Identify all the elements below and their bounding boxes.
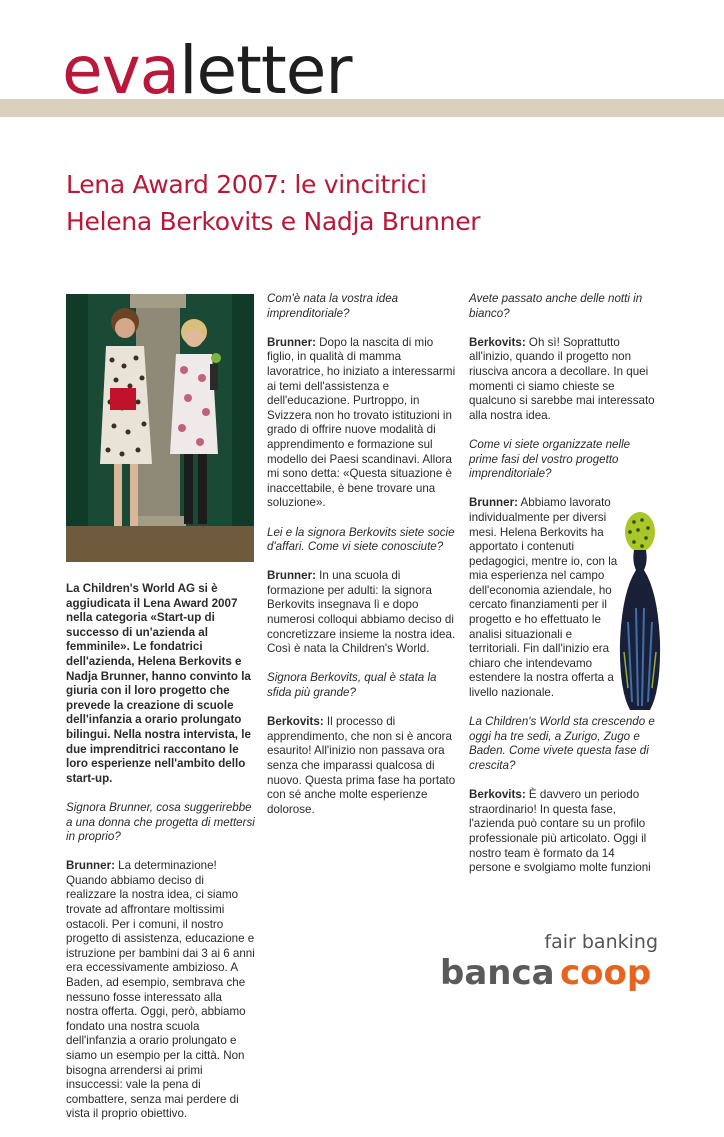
question-1: Signora Brunner, cosa suggerirebbe a una donna che progetta di mettersi in proprio? bbox=[66, 800, 255, 844]
answer-3-text: In una scuola di formazione per adulti: la signora Berkovits insegnava lì e dopo numerosi colloqui abbiamo deciso di concretizzare insieme la nostra idea. Così è nata la Children's World. bbox=[267, 569, 456, 656]
answer-4 bbox=[267, 715, 457, 817]
question-5: Avete passato anche delle notti in bianco? bbox=[469, 292, 643, 320]
answer-6 bbox=[469, 496, 619, 700]
answer-5 bbox=[469, 336, 659, 424]
speaker-label: Berkovits: bbox=[469, 788, 526, 802]
answer-4-text: Il processo di apprendimento, che non si è ancora esaurito! All'inizio non passava ora senza che imparassi qualcosa di nuovo. Questa prima fase ha portato con sé anche molte esperienze dolorose. bbox=[267, 715, 456, 816]
article-headline bbox=[66, 166, 686, 240]
answer-3 bbox=[267, 569, 457, 657]
footer-tagline: fair banking bbox=[544, 931, 658, 953]
speaker-label: Berkovits: bbox=[267, 715, 324, 729]
award-trophy-image bbox=[616, 512, 664, 714]
question-6: Come vi siete organizzate nelle prime fasi del vostro progetto imprenditoriale? bbox=[469, 437, 631, 481]
headline-line-1: Lena Award 2007: le vincitrici bbox=[66, 170, 427, 199]
article-lead: La Children's World AG si è aggiudicata il Lena Award 2007 nella categoria «Start-up di successo di un'azienda al femminile». Le fondatrici dell'azienda, Helena Berkovits e Nadja Brunner, hanno convinto la giuria con il loro progetto che prevede la creazione di scuole dell'infanzia a orario prolungato bilingui. Nella nostra intervista, le due imprenditrici raccontano le loro esperienze nell'ambito dello start-up. bbox=[66, 582, 251, 785]
speaker-label: Brunner: bbox=[267, 569, 316, 583]
question-4: Signora Berkovits, qual è stata la sfida più grande? bbox=[267, 671, 437, 700]
question-7: La Children's World sta crescendo e oggi ha tre sedi, a Zurigo, Zugo e Baden. Come vivete questa fase di crescita? bbox=[469, 715, 655, 772]
newsletter-masthead bbox=[62, 32, 352, 109]
answer-1 bbox=[66, 859, 256, 1122]
masthead-eva: eva bbox=[62, 32, 180, 109]
answer-2 bbox=[267, 336, 457, 511]
masthead-letter: letter bbox=[179, 32, 352, 109]
headline-line-2: Helena Berkovits e Nadja Brunner bbox=[66, 207, 481, 236]
bank-logo bbox=[440, 952, 660, 996]
column-2 bbox=[267, 292, 457, 832]
speaker-label: Brunner: bbox=[469, 496, 518, 510]
answer-2-text: Dopo la nascita di mio figlio, in qualità di mamma lavoratrice, ho iniziato a interessarmi ai temi dell'assistenza e dell'educazione. Purtroppo, in Svizzera non ho trovato istituzioni in grado di offrire nuove modalità di apprendimento e formazione sul modello dei Paesi scandinavi. Allora mi sono detta: «Questa situazione è inaccettabile, è bene trovare una soluzione». bbox=[267, 335, 456, 510]
column-1 bbox=[66, 582, 256, 1137]
answer-1-text: La determinazione! Quando abbiamo deciso di realizzare la nostra idea, ci siamo trovate ad affrontare moltissimi ostacoli. Per i comuni, il nostro progetto di assistenza, educazione e istruzione per bambini dai 3 ai 6 anni era eccessivamente ambizioso. A Baden, ad esempio, sembrava che nessuno fosse interessato alla nostra offerta. Oggi, però, abbiamo fondato una nostra scuola dell'infanzia a orario prolungato e siamo un esempio per la città. Non bisogna arrendersi ai primi insuccessi: vale la pena di combattere, senza mai perdere di vista il proprio obiettivo. bbox=[66, 859, 255, 1121]
logo-banca-word: banca bbox=[440, 953, 555, 993]
answer-7 bbox=[469, 788, 659, 876]
speaker-label: Brunner: bbox=[267, 335, 316, 349]
question-3: Lei e la signora Berkovits siete socie d'affari. Come vi siete conosciute? bbox=[267, 525, 455, 554]
answer-7-text: È davvero un periodo straordinario! In questa fase, l'azienda può contare su un profilo professionale più articolato. Oggi il nostro team è formato da 14 persone e svolgiamo molte funzioni bbox=[469, 788, 651, 875]
speaker-label: Berkovits: bbox=[469, 335, 526, 349]
logo-coop-word: coop bbox=[560, 953, 652, 993]
answer-5-text: Oh sì! Soprattutto all'inizio, quando il progetto non riusciva ancora a decollare. In quei momenti ci siamo chieste se qualcuno si sarebbe mai interessato alla nostra idea. bbox=[469, 335, 655, 422]
answer-6-text: Abbiamo lavorato individualmente per diversi mesi. Helena Berkovits ha apportato i contenuti pedagogici, mentre io, con la mia esperienza nel campo dell'economia aziendale, ho cercato finanziamenti per il progetto e ho effettuato le analisi situazionali e territoriali. Fin dall'inizio era chiaro che intendevamo estendere la nostra offerta a livello nazionale. bbox=[469, 496, 618, 700]
question-2: Com'è nata la vostra idea imprenditoriale? bbox=[267, 292, 399, 320]
award-winners-photo bbox=[66, 294, 254, 562]
speaker-label: Brunner: bbox=[66, 859, 115, 873]
